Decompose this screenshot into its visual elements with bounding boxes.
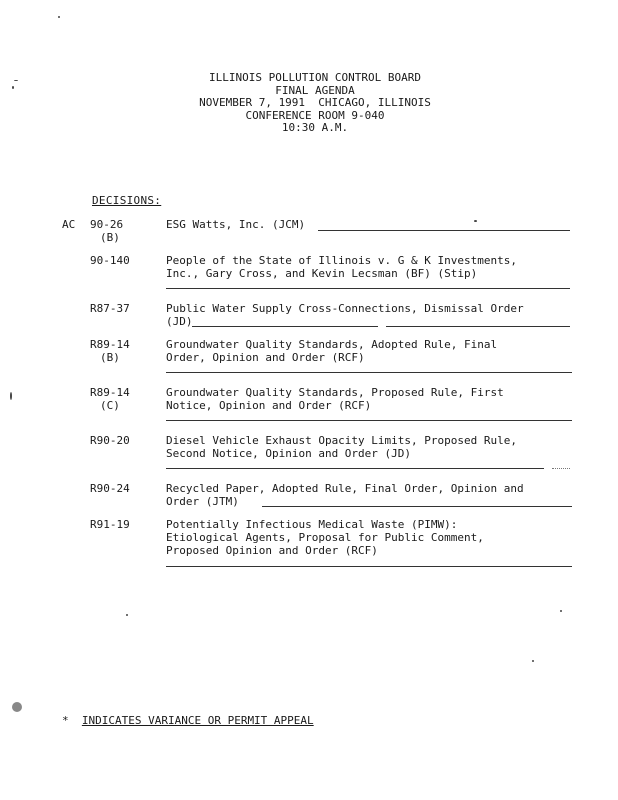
item-prefix: AC <box>62 218 76 231</box>
description-line: Order (JTM) <box>166 495 239 508</box>
item-number <box>90 218 150 244</box>
description-line: Recycled Paper, Adopted Rule, Final Order, Opinion and <box>166 482 524 495</box>
item-number <box>90 338 150 364</box>
board-name: ILLINOIS POLLUTION CONTROL BOARD <box>209 71 421 84</box>
signature-line <box>166 566 572 567</box>
docket-sub: (C) <box>100 399 120 412</box>
docket-number: 90-140 <box>90 254 130 267</box>
item-number <box>90 482 150 495</box>
signature-line <box>166 288 570 289</box>
description-line: Order, Opinion and Order (RCF) <box>166 351 365 364</box>
description-line: (JD) <box>166 315 193 328</box>
item-description <box>166 254 586 280</box>
signature-line <box>192 326 378 327</box>
footnote <box>62 714 314 727</box>
description-line: Potentially Infectious Medical Waste (PIMW): <box>166 518 458 531</box>
scan-speck <box>12 702 22 712</box>
scan-speck <box>12 86 14 89</box>
description-line: Groundwater Quality Standards, Proposed Rule, First <box>166 386 504 399</box>
docket-number: R90-20 <box>90 434 130 447</box>
footnote-star: * <box>62 714 69 727</box>
section-heading-decisions: DECISIONS: <box>92 194 162 207</box>
signature-line <box>166 372 572 373</box>
description-line: Public Water Supply Cross-Connections, Dismissal Order <box>166 302 524 315</box>
docket-sub: (B) <box>100 231 120 244</box>
description-line: Notice, Opinion and Order (RCF) <box>166 399 372 412</box>
description-line: Groundwater Quality Standards, Adopted Rule, Final <box>166 338 498 351</box>
scan-speck <box>58 16 60 18</box>
docket-sub: (B) <box>100 351 120 364</box>
item-description <box>166 482 586 508</box>
docket-number: 90-26 <box>90 218 124 231</box>
item-description <box>166 338 586 364</box>
signature-line <box>166 420 572 421</box>
docket-number: R90-24 <box>90 482 130 495</box>
docket-number: R91-19 <box>90 518 130 531</box>
agenda-header <box>0 72 618 135</box>
meeting-time: 10:30 A.M. <box>281 121 349 134</box>
signature-line <box>166 468 544 469</box>
footnote-text: INDICATES VARIANCE OR PERMIT APPEAL <box>81 714 314 727</box>
docket-number: R87-37 <box>90 302 130 315</box>
signature-line <box>386 326 570 327</box>
scan-speck <box>126 614 128 616</box>
signature-line-trail <box>552 468 570 469</box>
scan-speck <box>560 610 562 612</box>
meeting-room: CONFERENCE ROOM 9-040 <box>245 108 385 122</box>
scan-speck <box>10 392 12 400</box>
description-line: Second Notice, Opinion and Order (JD) <box>166 447 412 460</box>
description-line: People of the State of Illinois v. G & K Investments, <box>166 254 517 267</box>
scan-speck <box>14 80 18 81</box>
item-description <box>166 434 586 460</box>
description-line: Diesel Vehicle Exhaust Opacity Limits, Proposed Rule, <box>166 434 517 447</box>
description-line: Proposed Opinion and Order (RCF) <box>166 544 378 557</box>
item-number <box>90 434 150 447</box>
docket-number: R89-14 <box>90 386 130 399</box>
scan-speck <box>532 660 534 662</box>
item-number <box>90 386 150 412</box>
description-line: ESG Watts, Inc. (JCM) <box>166 218 306 231</box>
meeting-date-location: NOVEMBER 7, 1991 CHICAGO, ILLINOIS <box>199 96 431 109</box>
item-number <box>90 302 150 315</box>
item-description <box>166 302 586 328</box>
agenda-title: FINAL AGENDA <box>275 83 355 97</box>
signature-line <box>262 506 572 507</box>
item-number <box>90 254 150 267</box>
signature-line <box>318 230 570 231</box>
description-line: Inc., Gary Cross, and Kevin Lecsman (BF) (Stip) <box>166 267 478 280</box>
scan-speck <box>474 220 477 222</box>
docket-number: R89-14 <box>90 338 130 351</box>
description-line: Etiological Agents, Proposal for Public Comment, <box>166 531 484 544</box>
item-number <box>90 518 150 531</box>
item-description <box>166 518 586 557</box>
item-description <box>166 386 586 412</box>
